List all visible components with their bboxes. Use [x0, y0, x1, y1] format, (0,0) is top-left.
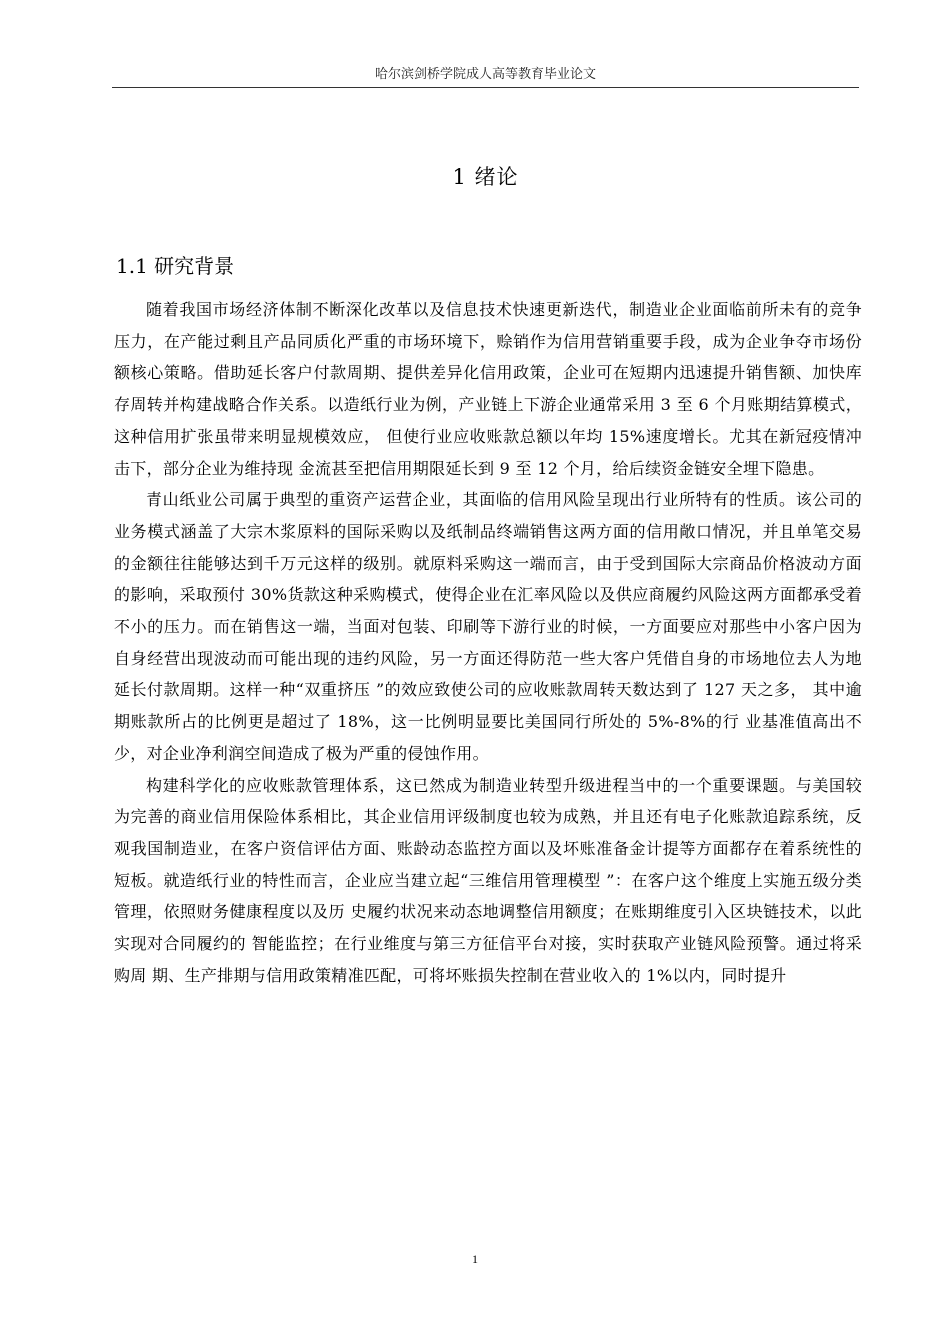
- section-title: 1.1 研究背景: [116, 254, 235, 278]
- body-text: [114, 294, 862, 991]
- paragraph-2: 青山纸业公司属于典型的重资产运营企业，其面临的信用风险呈现出行业所特有的性质。该公司的业务模式涵盖了大宗木浆原料的国际采购以及纸制品终端销售这两方面的信用敞口情况，并且单笔交易的金额往往能够达到千万元这样的级别。就原料采购这一端而言，由于受到国际大宗商品价格波动方面的影响，采取预付 30%货款这种采购模式，使得企业在汇率风险以及供应商履约风险这两方面都承受着不小的压力。而在销售这一端，当面对包装、印刷等下游行业的时候，一方面要应对那些中小客户因为自身经营出现波动而可能出现的违约风险，另一方面还得防范一些大客户凭借自身的市场地位去人为地延长付款周期。这样一种“双重挤压 ”的效应致使公司的应收账款周转天数达到了 127 天之多， 其中逾期账款所占的比例更是超过了 18%，这一比例明显要比美国同行所处的 5%-8%的行 业基准值高出不少，对企业净利润空间造成了极为严重的侵蚀作用。: [114, 490, 862, 763]
- paragraph-1: 随着我国市场经济体制不断深化改革以及信息技术快速更新迭代，制造业企业面临前所未有的竞争压力，在产能过剩且产品同质化严重的市场环境下，赊销作为信用营销重要手段，成为企业争夺市场份额核心策略。借助延长客户付款周期、提供差异化信用政策，企业可在短期内迅速提升销售额、加快库存周转并构建战略合作关系。以造纸行业为例，产业链上下游企业通常采用 3 至 6 个月账期结算模式，这种信用扩张虽带来明显规模效应， 但使行业应收账款总额以年均 15%速度增长。尤其在新冠疫情冲击下，部分企业为维持现 金流甚至把信用期限延长到 9 至 12 个月，给后续资金链安全埋下隐患。: [114, 300, 862, 478]
- chapter-title: 1 绪论: [452, 165, 519, 189]
- paragraph-3: 构建科学化的应收账款管理体系，这已然成为制造业转型升级进程当中的一个重要课题。与美国较为完善的商业信用保险体系相比，其企业信用评级制度也较为成熟，并且还有电子化账款追踪系统，反观我国制造业，在客户资信评估方面、账龄动态监控方面以及坏账准备金计提等方面都存在着系统性的短板。就造纸行业的特性而言，企业应当建立起“三维信用管理模型 ”：在客户这个维度上实施五级分类管理，依照财务健康程度以及历 史履约状况来动态地调整信用额度；在账期维度引入区块链技术，以此实现对合同履约的 智能监控；在行业维度与第三方征信平台对接，实时获取产业链风险预警。通过将采购周 期、生产排期与信用政策精准匹配，可将坏账损失控制在营业收入的 1%以内，同时提升: [114, 775, 862, 985]
- running-header: 哈尔滨剑桥学院成人高等教育毕业论文: [374, 67, 596, 82]
- page-number: 1: [472, 1252, 478, 1266]
- header-divider: [112, 87, 859, 88]
